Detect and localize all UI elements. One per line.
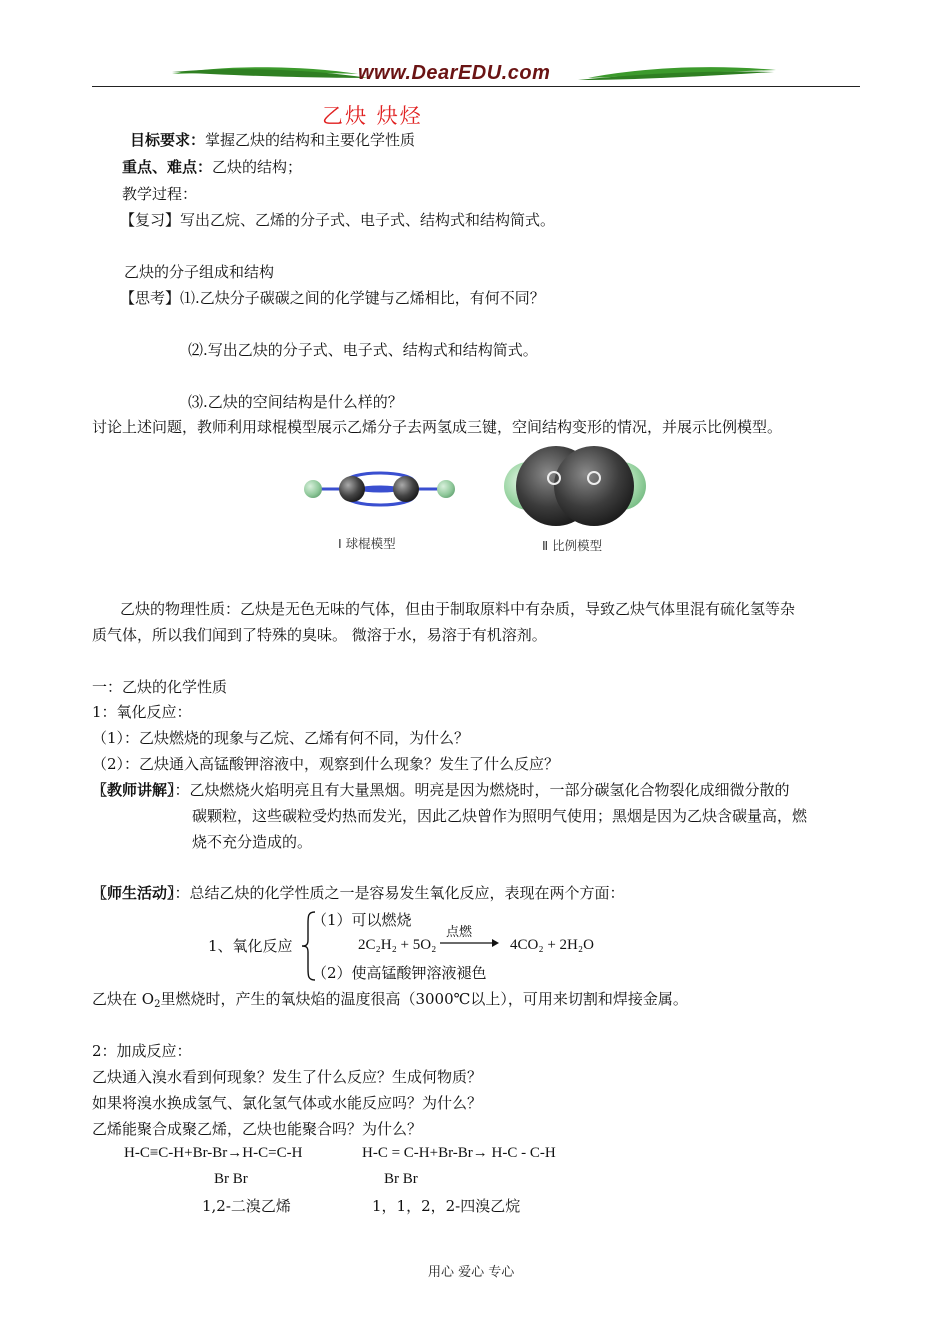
addition-heading: 2：加成反应：	[92, 1042, 192, 1060]
product-1: 1,2-二溴乙烯	[202, 1197, 291, 1215]
think-q1: ⑴.乙炔分子碳碳之间的化学键与乙烯相比，有何不同？	[180, 289, 545, 307]
question-1: （1）：乙炔燃烧的现象与乙烷、乙烯有何不同，为什么？	[92, 729, 470, 747]
reaction-1: H-C≡C-H+Br-Br→H-C=C-H	[124, 1145, 303, 1161]
flame-text-b: 里燃烧时，产生的氧炔焰的温度很高（3000℃以上），可用来切割和焊接金属。	[160, 990, 688, 1008]
goal-label: 目标要求：	[130, 131, 206, 149]
header-rule	[92, 86, 860, 87]
flame-text-a: 乙炔在 O	[92, 990, 155, 1008]
ball-stick-caption: Ⅰ 球棍模型	[338, 536, 396, 551]
chem-heading: 一：乙炔的化学性质	[92, 678, 228, 696]
addition-question-3: 乙烯能聚合成聚乙烯，乙炔也能聚合吗？为什么？	[92, 1120, 423, 1138]
teacher-text-1: ：乙炔燃烧火焰明亮且有大量黑烟。明亮是因为燃烧时，一部分碳氢化合物裂化成细微分散的	[174, 781, 790, 799]
question-2: （2）：乙炔通入高锰酸钾溶液中，观察到什么现象？发生了什么反应？	[92, 755, 560, 773]
oxidation-heading: 1：氧化反应：	[92, 703, 192, 721]
ball-stick-model-image	[298, 460, 462, 520]
activity-label: 〖师生活动〗	[92, 884, 175, 902]
addition-question-1: 乙炔通入溴水看到何现象？发生了什么反应？生成何物质？	[92, 1068, 483, 1086]
equation-left: 2C₂H₂ + 5O₂	[358, 937, 437, 953]
equation-right: 4CO₂ + 2H₂O	[510, 937, 594, 953]
page-footer: 用心 爱心 专心	[428, 1265, 515, 1280]
activity-line	[92, 883, 625, 903]
activity-text: ：总结乙炔的化学性质之一是容易发生氧化反应，表现在两个方面：	[174, 884, 625, 902]
think-q3: ⑶.乙炔的空间结构是什么样的？	[188, 393, 403, 411]
site-logo[interactable]: www.DearEDU.com	[358, 62, 551, 84]
section-structure: 乙炔的分子组成和结构	[124, 263, 275, 281]
physical-line-1: 乙炔的物理性质：乙炔是无色无味的气体，但由于制取原料中有杂质，导致乙炔气体里混有硫化氢等杂	[120, 600, 796, 618]
think-label: 【思考】	[120, 289, 181, 307]
goal-text: 掌握乙炔的结构和主要化学性质	[205, 131, 416, 149]
bromine-labels-1: Br Br	[214, 1171, 248, 1187]
space-filling-caption: Ⅱ 比例模型	[542, 538, 603, 553]
teacher-line-3: 烧不充分造成的。	[192, 833, 313, 851]
summary-label: 1、氧化反应	[208, 937, 293, 955]
key-label: 重点、难点：	[122, 158, 213, 176]
flame-line	[92, 989, 688, 1009]
reaction-arrow-icon	[440, 938, 500, 948]
goal-line	[130, 130, 415, 150]
addition-question-2: 如果将溴水换成氢气、氯化氢气体或水能反应吗？为什么？	[92, 1094, 483, 1112]
discussion-text: 讨论上述问题，教师利用球棍模型展示乙烯分子去两氢成三键，空间结构变形的情况，并展示比例模型。	[92, 418, 783, 436]
key-text: 乙炔的结构；	[212, 158, 303, 176]
flame-sub: 2	[154, 999, 161, 1010]
think-q2: ⑵.写出乙炔的分子式、电子式、结构式和结构简式。	[188, 341, 538, 359]
teacher-line-2: 碳颗粒，这些碳粒受灼热而发光，因此乙炔曾作为照明气使用；黑烟是因为乙炔含碳量高，燃	[192, 807, 808, 825]
process-label: 教学过程：	[122, 185, 198, 203]
reaction-2: H-C = C-H+Br-Br→ H-C - C-H	[362, 1145, 556, 1161]
page-title: 乙炔 炔烃	[322, 104, 423, 128]
summary-item-2: （2）使高锰酸钾溶液褪色	[312, 964, 487, 982]
teacher-label: 〖教师讲解〗	[92, 781, 175, 799]
bromine-labels-2: Br Br	[384, 1171, 418, 1187]
review-text: 【复习】写出乙烷、乙烯的分子式、电子式、结构式和结构简式。	[120, 211, 556, 229]
key-line	[122, 157, 302, 177]
physical-line-2: 质气体，所以我们闻到了特殊的臭味。 微溶于水，易溶于有机溶剂。	[92, 626, 547, 644]
space-filling-model-image	[502, 440, 648, 532]
teacher-line-1	[92, 780, 790, 800]
product-2: 1，1，2，2-四溴乙烷	[372, 1197, 521, 1215]
think-line-1	[120, 288, 545, 308]
equation-condition: 点燃	[446, 925, 473, 940]
summary-item-1: （1）可以燃烧	[312, 911, 412, 929]
